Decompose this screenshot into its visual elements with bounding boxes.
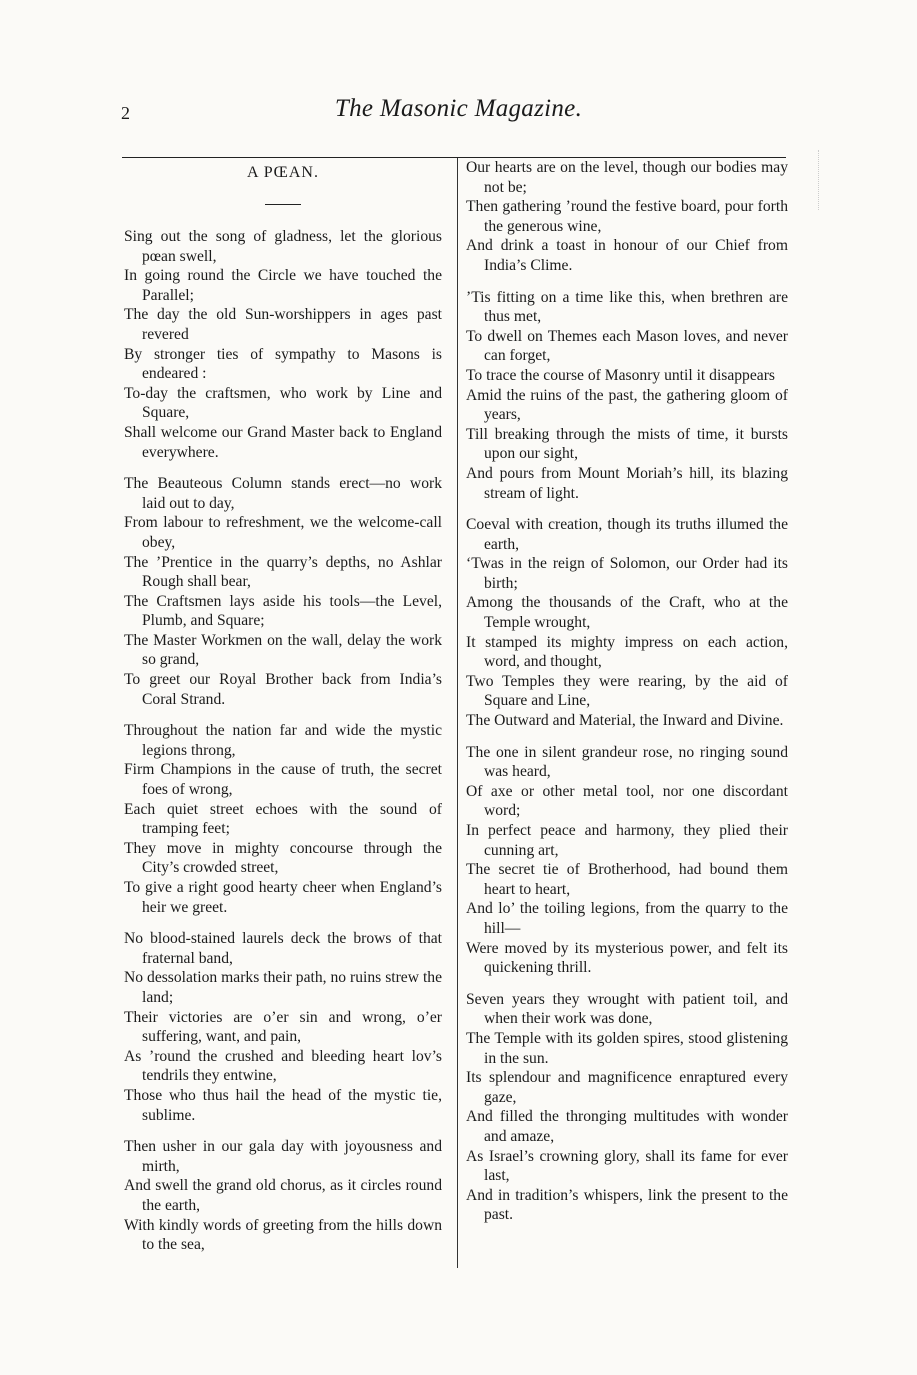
stanza <box>124 227 442 462</box>
poem-line: Among the thousands of the Craft, who at the Temple wrought, <box>466 594 788 632</box>
left-column <box>124 158 442 1267</box>
stanza <box>466 743 788 978</box>
page-header <box>0 93 917 133</box>
poem-line: Of axe or other metal tool, nor one discordant word; <box>466 782 788 820</box>
poem-line: And pours from Mount Moriah’s hill, its blazing stream of light. <box>466 464 788 502</box>
poem-line: Their victories are o’er sin and wrong, o’er suffering, want, and pain, <box>124 1008 442 1046</box>
poem-line: ‘Twas in the reign of Solomon, our Order had its birth; <box>466 555 788 592</box>
stanza <box>466 288 788 504</box>
poem-line: As Israel’s crowning glory, shall its fame for ever last, <box>466 1147 788 1185</box>
poem-line: Our hearts are on the level, though our bodies may not be; <box>466 159 788 196</box>
poem-line: The day the old Sun-worshippers in ages past revered <box>124 306 442 343</box>
poem-line: Throughout the nation far and wide the mystic legions throng, <box>124 722 442 759</box>
stanza <box>124 721 442 917</box>
poem-line: Then gathering ’round the festive board, pour forth the generous wine, <box>466 198 788 235</box>
poem-line: The secret tie of Brotherhood, had bound them heart to heart, <box>466 861 788 898</box>
poem-line: As ’round the crushed and bleeding heart lov’s tendrils they entwine, <box>124 1047 442 1085</box>
poem-line: Shall welcome our Grand Master back to England everywhere. <box>124 423 442 461</box>
poem-line: Amid the ruins of the past, the gathering gloom of years, <box>466 386 788 424</box>
poem-line: ’Tis fitting on a time like this, when brethren are thus met, <box>466 288 788 326</box>
stanza <box>124 1137 442 1255</box>
poem-line: Two Temples they were rearing, by the aid of Square and Line, <box>466 672 788 710</box>
poem-line: It stamped its mighty impress on each action, word, and thought, <box>466 633 788 671</box>
poem-line: The Master Workmen on the wall, delay the work so grand, <box>124 631 442 669</box>
right-stanzas <box>466 158 788 1225</box>
poem-line: From labour to refreshment, we the welcome-call obey, <box>124 514 442 551</box>
poem-line: Then usher in our gala day with joyousness and mirth, <box>124 1138 442 1175</box>
stanza <box>124 929 442 1125</box>
title-rule <box>265 204 301 205</box>
poem-line: By stronger ties of sympathy to Masons is endeared : <box>124 345 442 383</box>
poem-line: Its splendour and magnificence enraptured every gaze, <box>466 1069 788 1106</box>
poem-line: The Outward and Material, the Inward and Divine. <box>466 712 784 730</box>
poem-line: To trace the course of Masonry until it disappears <box>466 366 775 384</box>
poem-line: No dessolation marks their path, no ruins strew the land; <box>124 969 442 1006</box>
poem-line: No blood-stained laurels deck the brows of that fraternal band, <box>124 930 442 967</box>
poem-line: Were moved by its mysterious power, and felt its quickening thrill. <box>466 939 788 977</box>
running-title: The Masonic Magazine. <box>334 95 583 122</box>
poem-line: The one in silent grandeur rose, no ringing sound was heard, <box>466 743 788 781</box>
poem-line: To-day the craftsmen, who work by Line and Square, <box>124 384 442 422</box>
left-stanzas <box>124 227 442 1255</box>
page-edge-mark <box>818 150 819 210</box>
poem-line: In going round the Circle we have touched the Parallel; <box>124 267 442 304</box>
poem-line: And lo’ the toiling legions, from the quarry to the hill— <box>466 900 788 937</box>
stanza <box>124 474 442 709</box>
poem-line: Till breaking through the mists of time, it bursts upon our sight, <box>466 425 788 463</box>
poem-line: Firm Champions in the cause of truth, the secret foes of wrong, <box>124 761 442 799</box>
poem-line: Coeval with creation, though its truths illumed the earth, <box>466 516 788 553</box>
poem-line: The Craftsmen lays aside his tools—the Level, Plumb, and Square; <box>124 592 442 630</box>
poem-line: Seven years they wrought with patient toil, and when their work was done, <box>466 990 788 1028</box>
poem-line: They move in mighty concourse through the City’s crowded street, <box>124 839 442 877</box>
right-column <box>466 158 788 1237</box>
poem-line: And filled the thronging multitudes with wonder and amaze, <box>466 1108 788 1145</box>
poem-line: Sing out the song of gladness, let the glorious pœan swell, <box>124 228 442 265</box>
page-number: 2 <box>121 103 130 123</box>
poem-line: And drink a toast in honour of our Chief from India’s Clime. <box>466 237 788 274</box>
column-divider <box>457 158 458 1268</box>
poem-line: And swell the grand old chorus, as it circles round the earth, <box>124 1177 442 1214</box>
poem-title: A PŒAN. <box>247 164 319 181</box>
poem-line: The Beauteous Column stands erect—no work laid out to day, <box>124 475 442 512</box>
poem-line: The Temple with its golden spires, stood glistening in the sun. <box>466 1029 788 1067</box>
poem-line: To give a right good hearty cheer when England’s heir we greet. <box>124 879 442 916</box>
poem-line: To greet our Royal Brother back from India’s Coral Strand. <box>124 671 442 708</box>
poem-line: In perfect peace and harmony, they plied their cunning art, <box>466 822 788 859</box>
poem-line: The ’Prentice in the quarry’s depths, no Ashlar Rough shall bear, <box>124 553 442 591</box>
poem-line: Those who thus hail the head of the mystic tie, sublime. <box>124 1086 442 1124</box>
poem-line: To dwell on Themes each Mason loves, and never can forget, <box>466 327 788 365</box>
stanza <box>466 990 788 1225</box>
stanza <box>466 515 788 731</box>
poem-line: And in tradition’s whispers, link the present to the past. <box>466 1186 788 1224</box>
stanza <box>466 158 788 276</box>
poem-line: Each quiet street echoes with the sound of tramping feet; <box>124 800 442 838</box>
poem-line: With kindly words of greeting from the hills down to the sea, <box>124 1216 442 1254</box>
